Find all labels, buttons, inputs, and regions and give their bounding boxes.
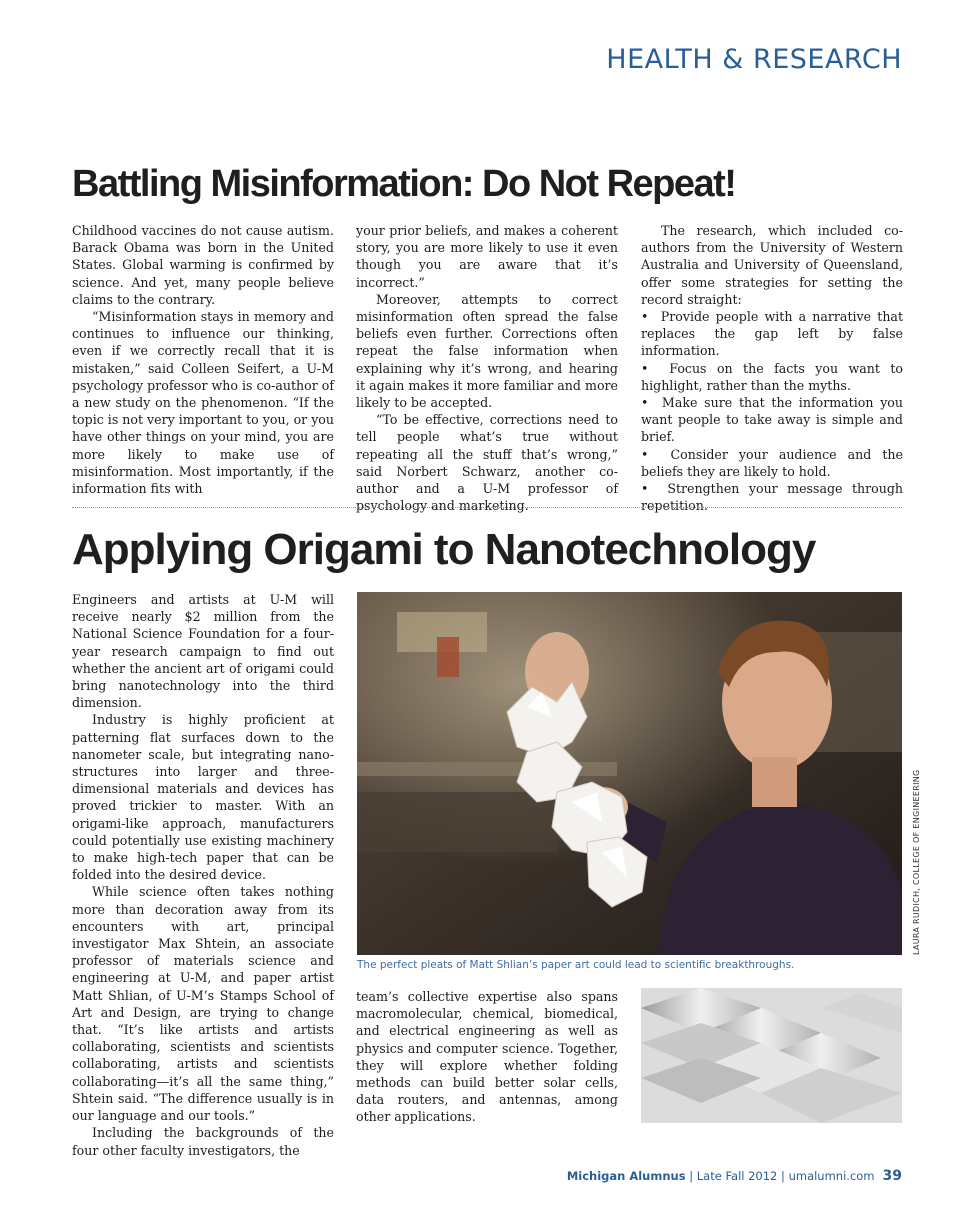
footer-magazine: Michigan Alumnus	[566, 1169, 686, 1183]
section-header: HEALTH & RESEARCH	[606, 44, 902, 75]
article2-paragraph: Industry is highly proficient at patterning flat surfaces down to the nanometer scale, but integrating nano-structures into larger and three-dimensional materials and devices has proved trickier to master. With an origami-like approach, manufacturers could potentially use existing machinery to make high-tech paper that can be folded into the desired device.	[72, 712, 334, 883]
article2-paragraph: While science often takes nothing more than decoration away from its encounters with art, principal investigator Max Shtein, an associate professor of materials science and engineering at U-M, and paper artist Matt Shlian, of U-M’s Stamps School of Art and Design, are trying to change that. “It’s like artists and artists collaborating, scientists and scientists collaborating, artists and scientists collaborating—it’s all the same thing,” Shtein said. “The difference usually is in our language and our tools.”	[72, 884, 334, 1124]
list-item: • Strengthen your message through repetition.	[641, 480, 903, 514]
footer-issue: Late Fall 2012	[696, 1169, 778, 1183]
article1-column-1	[72, 222, 334, 497]
article2-column-2	[356, 988, 618, 1126]
article1-column-3	[641, 222, 903, 514]
page-footer	[567, 1168, 902, 1184]
article1-paragraph: “To be effective, corrections need to tell people what’s true without repeating all the stuff that’s wrong,” said Norbert Schwarz, another co-author and a U-M professor of psychology and marketing.	[356, 412, 618, 514]
paper-pleats-photo	[641, 988, 902, 1123]
list-item: • Consider your audience and the beliefs they are likely to hold.	[641, 446, 903, 480]
article1-paragraph: Childhood vaccines do not cause autism. Barack Obama was born in the United States. Global warming is confirmed by science. And yet, many people believe claims to the contrary.	[72, 223, 334, 307]
list-item: • Provide people with a narrative that replaces the gap left by false information.	[641, 308, 903, 360]
article2-paragraph: team’s collective expertise also spans macromolecular, chemical, biomedical, and electrical engineering as well as physics and computer science. Together, they will explore whether folding methods can build better solar cells, data routers, and antennas, among other applications.	[356, 989, 618, 1125]
section-divider	[72, 507, 902, 508]
article1-headline: Battling Misinformation: Do Not Repeat!	[72, 163, 736, 205]
article2-column-1	[72, 591, 334, 1159]
article1-paragraph: “Misinformation stays in memory and continues to influence our thinking, even if we correctly recall that it is mistaken,” said Colleen Seifert, a U-M psychology professor who is co-author of a new study on the phenomenon. “If the topic is not very important to you, or you have other things on your mind, you are more likely to make use of misinformation. Most importantly, if the information fits with	[72, 309, 334, 497]
footer-site: umalumni.com	[788, 1169, 875, 1183]
article2-headline: Applying Origami to Nanotechnology	[72, 525, 816, 574]
article1-paragraph: your prior beliefs, and makes a coherent story, you are more likely to use it even though you are aware that it’s incorrect.”	[356, 223, 618, 290]
footer-separator: |	[685, 1169, 697, 1183]
article2-paragraph: Including the backgrounds of the four other faculty investigators, the	[72, 1125, 334, 1158]
article1-paragraph: Moreover, attempts to correct misinformation often spread the false beliefs even further. Corrections often repeat the false information when explaining why it’s wrong, and hearing it again makes it more familiar and more likely to be accepted.	[356, 291, 618, 411]
origami-artist-photo	[357, 592, 902, 955]
article2-paragraph: Engineers and artists at U-M will receive nearly $2 million from the National Science Foundation for a four-year research campaign to find out whether the ancient art of origami could bring nanotechnology into the third dimension.	[72, 592, 334, 711]
page-number: 39	[882, 1168, 902, 1184]
photo-credit: LAURA RUDICH, COLLEGE OF ENGINEERING	[912, 769, 921, 955]
footer-separator: |	[777, 1169, 789, 1183]
list-item: • Make sure that the information you want people to take away is simple and brief.	[641, 394, 903, 446]
strategy-list	[641, 308, 903, 514]
article1-paragraph: The research, which included co-authors from the University of Western Australia and University of Queensland, offer some strategies for setting the record straight:	[641, 223, 903, 307]
list-item: • Focus on the facts you want to highlight, rather than the myths.	[641, 360, 903, 394]
article1-column-2	[356, 222, 618, 514]
photo-caption: The perfect pleats of Matt Shlian’s paper art could lead to scientific breakthroughs.	[357, 959, 795, 971]
